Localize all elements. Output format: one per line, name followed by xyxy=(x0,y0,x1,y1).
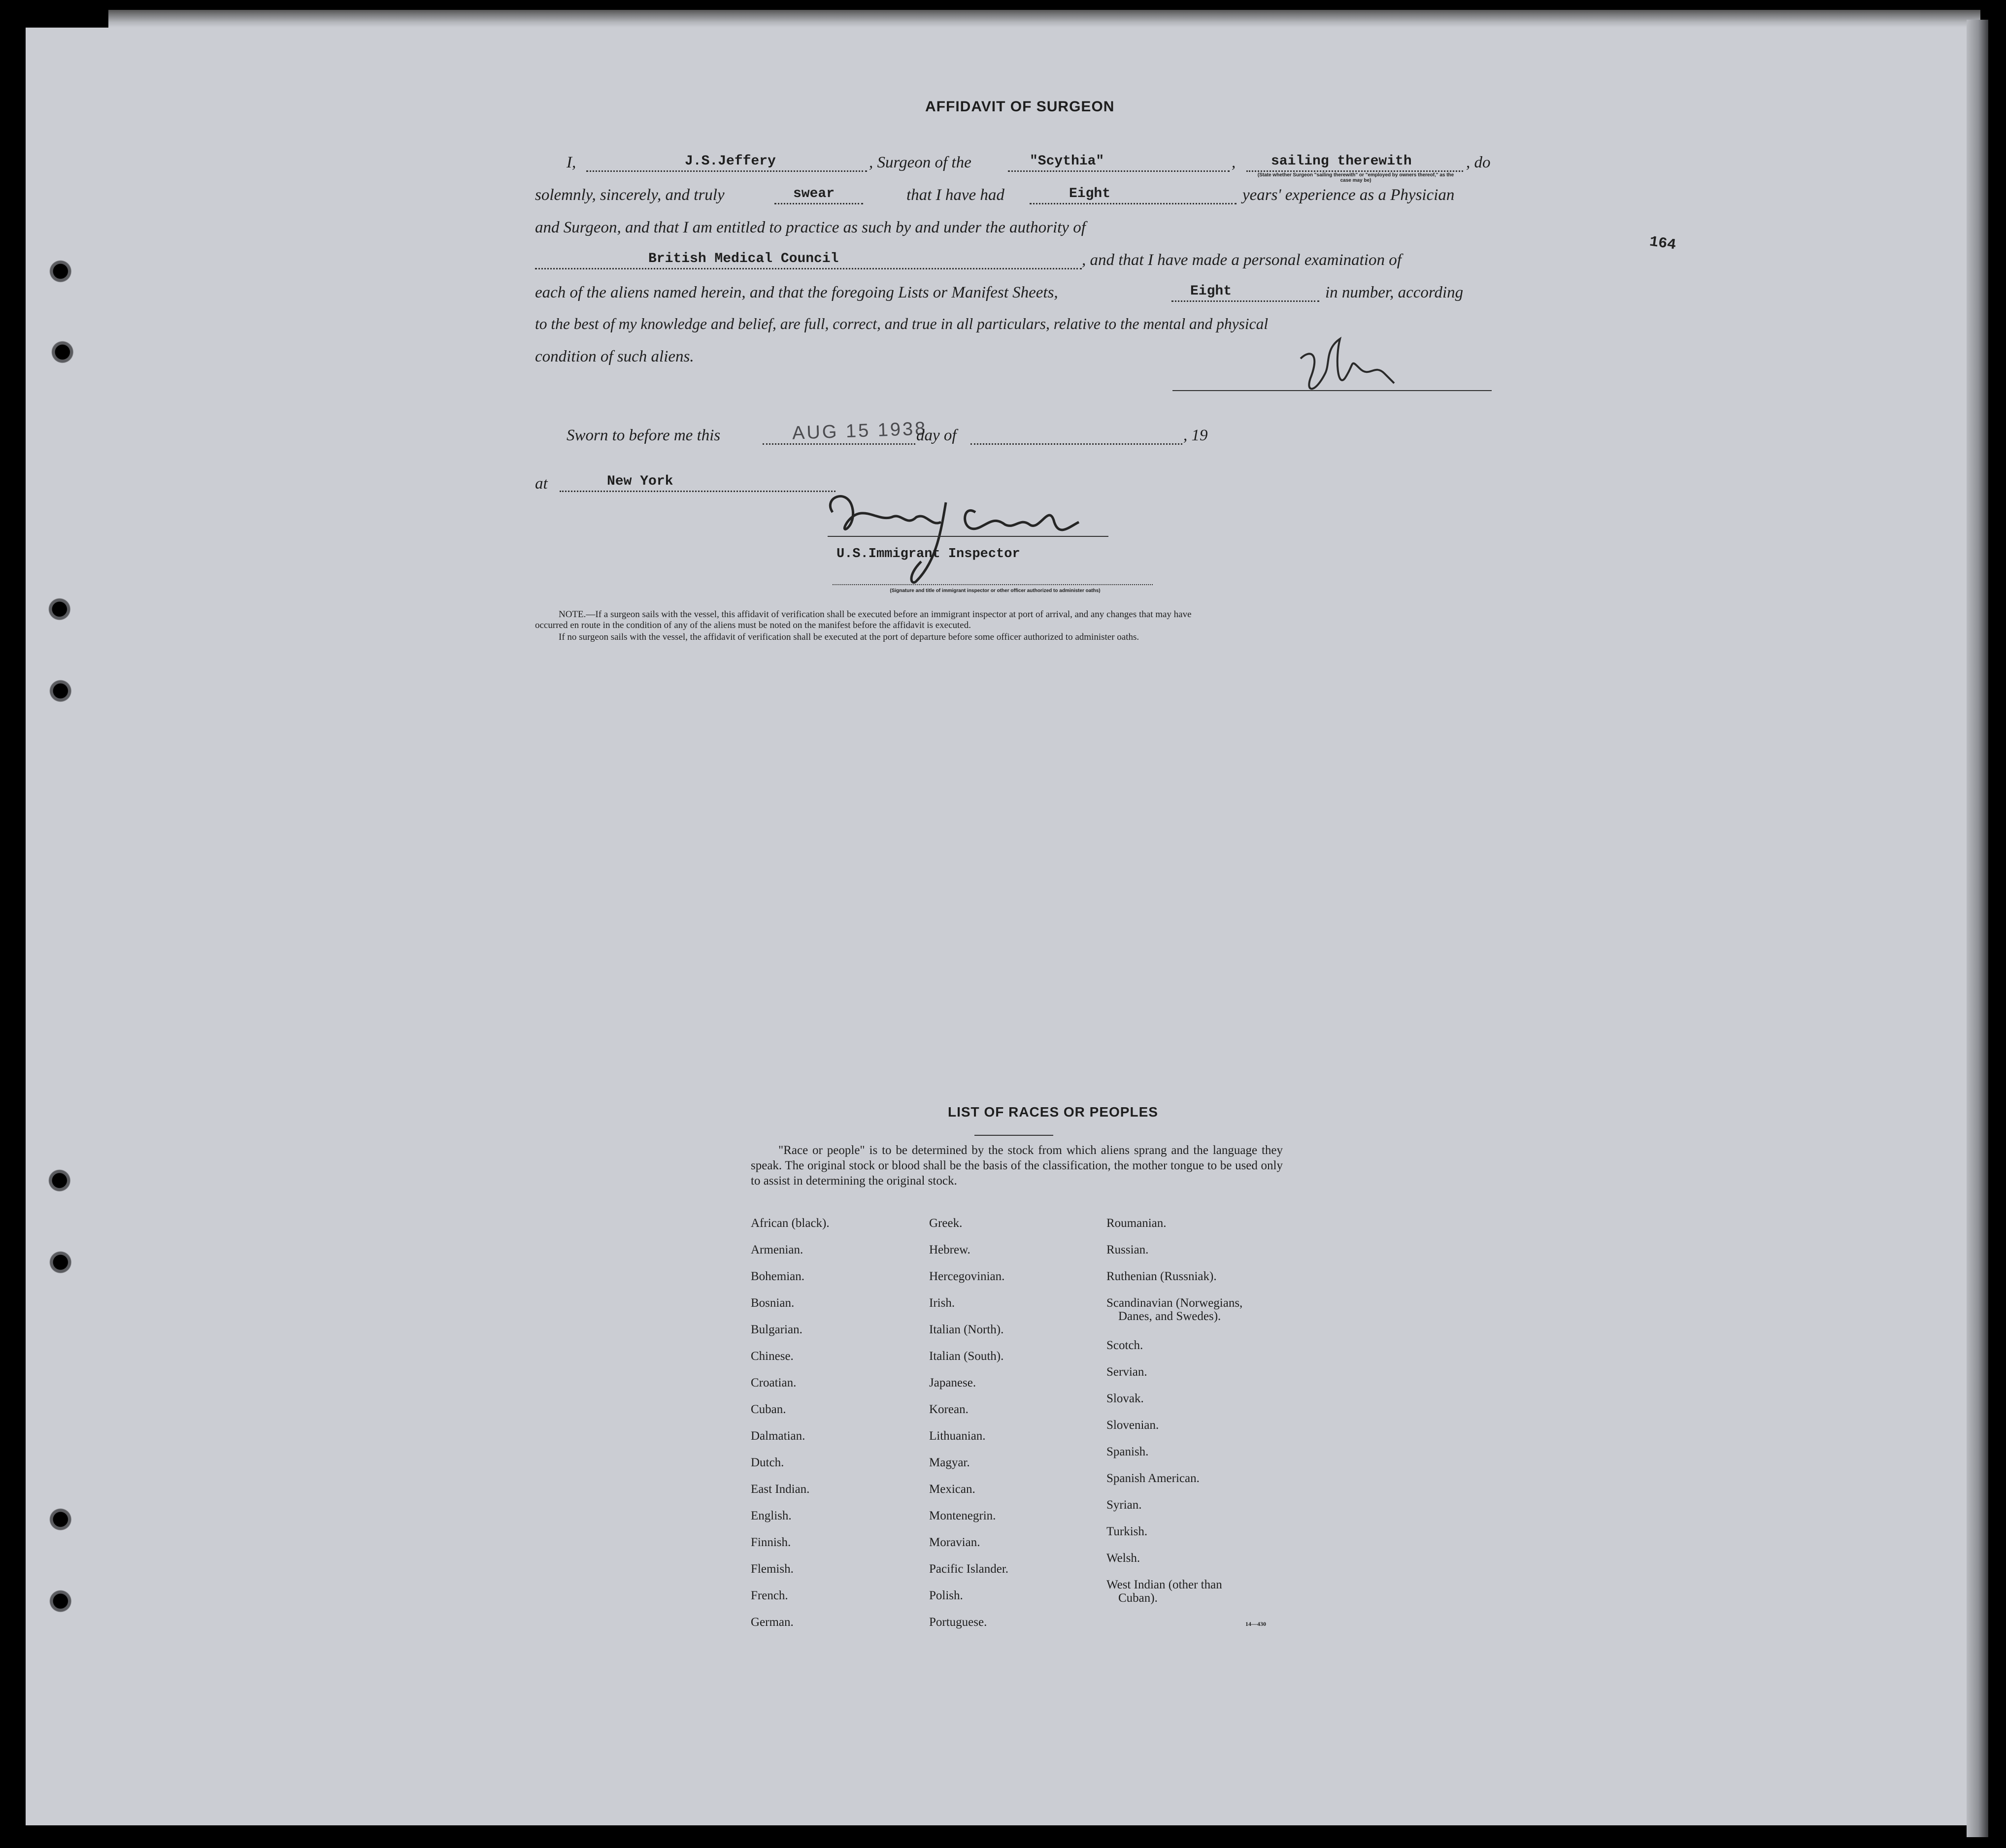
races-title: LIST OF RACES OR PEOPLES xyxy=(948,1104,1158,1120)
race-item: East Indian. xyxy=(751,1483,810,1496)
line5-text-b: in number, according xyxy=(1325,284,1464,301)
opening-text: I, xyxy=(567,154,576,171)
binder-hole xyxy=(45,256,73,284)
race-item: Finnish. xyxy=(751,1536,791,1549)
race-item: Mexican. xyxy=(929,1483,975,1496)
sworn-text-a: Sworn to before me this xyxy=(567,427,721,444)
date-stamp: AUG 15 1938 xyxy=(792,418,928,444)
inspector-signature-line xyxy=(828,536,1108,537)
race-item: Polish. xyxy=(929,1589,963,1602)
race-item-line: Scandinavian (Norwegians, xyxy=(1106,1296,1243,1310)
race-item: Spanish. xyxy=(1106,1445,1149,1458)
sailing-hint: (State whether Surgeon "sailing therewith" or "employed by owners thereof," as the case may be) xyxy=(1257,172,1454,183)
race-item: Montenegrin. xyxy=(929,1509,996,1522)
race-item: Bohemian. xyxy=(751,1270,805,1283)
race-item: Welsh. xyxy=(1106,1551,1140,1565)
authority-value: British Medical Council xyxy=(648,251,839,266)
races-column-3 xyxy=(1106,1217,1304,1605)
sworn-date-line xyxy=(763,443,915,445)
years-value: Eight xyxy=(1069,186,1111,201)
note-line-3: If no surgeon sails with the vessel, the affidavit of verification shall be executed at the port of departure before some officer authorized to administer oaths. xyxy=(559,632,1139,642)
race-item: Croatian. xyxy=(751,1376,797,1389)
race-item: Flemish. xyxy=(751,1562,794,1576)
page-number: 164 xyxy=(1648,233,1677,254)
race-item: Korean. xyxy=(929,1403,969,1416)
binder-hole xyxy=(44,1165,72,1193)
race-item: Syrian. xyxy=(1106,1498,1142,1512)
race-item xyxy=(1106,1578,1304,1605)
sworn-text-c: , 19 xyxy=(1183,427,1208,444)
page-right-edge xyxy=(1967,20,1988,1837)
race-item-line: Danes, and Swedes). xyxy=(1118,1310,1221,1323)
line7-text: condition of such aliens. xyxy=(535,348,694,365)
race-item: Chinese. xyxy=(751,1350,794,1363)
race-item: Bosnian. xyxy=(751,1296,795,1310)
note-line-1: NOTE.—If a surgeon sails with the vessel, this affidavit of verification shall be executed before an immigrant inspector at port of arrival, and any changes that may have xyxy=(559,609,1192,620)
race-item: Turkish. xyxy=(1106,1525,1148,1538)
race-item: Greek. xyxy=(929,1217,963,1230)
years-line xyxy=(1030,203,1237,204)
inspector-hint: (Signature and title of immigrant inspector or other officer authorized to administer oaths) xyxy=(890,588,1101,594)
line4-text-b: , and that I have made a personal examination of xyxy=(1082,251,1402,269)
race-item: Russian. xyxy=(1106,1243,1149,1256)
line2-text-c: years' experience as a Physician xyxy=(1242,186,1455,204)
authority-line xyxy=(535,268,1082,269)
sheets-value: Eight xyxy=(1190,284,1232,299)
sailing-line xyxy=(1246,170,1463,172)
race-item: Slovenian. xyxy=(1106,1419,1159,1432)
surgeon-signature xyxy=(1291,319,1409,403)
place-line xyxy=(560,491,836,492)
inspector-title: U.S.Immigrant Inspector xyxy=(836,547,1020,561)
inspector-title-line xyxy=(833,584,1153,585)
binder-hole xyxy=(47,337,75,364)
race-item: Moravian. xyxy=(929,1536,980,1549)
race-item: Armenian. xyxy=(751,1243,803,1256)
race-item-line: Cuban). xyxy=(1118,1591,1158,1605)
race-item: Cuban. xyxy=(751,1403,786,1416)
race-item: Scotch. xyxy=(1106,1339,1143,1352)
race-item: Japanese. xyxy=(929,1376,976,1389)
affidavit-title: AFFIDAVIT OF SURGEON xyxy=(925,99,1115,115)
races-column-2 xyxy=(929,1217,1097,1642)
binder-hole xyxy=(45,676,73,703)
race-item: Slovak. xyxy=(1106,1392,1144,1405)
place-value: New York xyxy=(607,474,673,489)
race-item: Pacific Islander. xyxy=(929,1562,1009,1576)
race-item: African (black). xyxy=(751,1217,830,1230)
vessel-name: "Scythia" xyxy=(1030,154,1104,169)
binder-hole xyxy=(44,594,72,622)
race-item: Portuguese. xyxy=(929,1616,987,1629)
race-item: Hebrew. xyxy=(929,1243,970,1256)
line3-text: and Surgeon, and that I am entitled to practice as such by and under the authority of xyxy=(535,219,1086,236)
race-item: Servian. xyxy=(1106,1365,1147,1379)
sailing-status: sailing therewith xyxy=(1271,154,1412,169)
sheets-line xyxy=(1171,300,1319,302)
race-item: Italian (North). xyxy=(929,1323,1004,1336)
surgeon-name: J.S.Jeffery xyxy=(685,154,776,169)
race-item: German. xyxy=(751,1616,794,1629)
surgeon-name-line xyxy=(586,170,867,172)
comma-text: , xyxy=(1232,154,1236,171)
race-item: Dutch. xyxy=(751,1456,784,1469)
race-item: Roumanian. xyxy=(1106,1217,1167,1230)
inspector-signature xyxy=(818,483,1123,591)
surgeon-of-text: , Surgeon of the xyxy=(869,154,971,171)
vessel-line xyxy=(1008,170,1230,172)
binder-hole xyxy=(45,1586,73,1614)
race-item: English. xyxy=(751,1509,792,1522)
race-item-line: West Indian (other than xyxy=(1106,1578,1222,1591)
binder-hole xyxy=(45,1504,73,1532)
line5-text-a: each of the aliens named herein, and that the foregoing Lists or Manifest Sheets, xyxy=(535,284,1058,301)
line2-text-b: that I have had xyxy=(906,186,1004,204)
race-item: Dalmatian. xyxy=(751,1429,805,1443)
race-item: Irish. xyxy=(929,1296,955,1310)
sworn-text-b: day of xyxy=(916,427,957,444)
race-item: Magyar. xyxy=(929,1456,970,1469)
line2-text-a: solemnly, sincerely, and truly xyxy=(535,186,725,204)
form-number: 14—430 xyxy=(1245,1620,1266,1627)
month-line xyxy=(970,443,1182,445)
page-top-edge xyxy=(108,10,1980,28)
race-item xyxy=(1106,1296,1304,1339)
race-item: Ruthenian (Russniak). xyxy=(1106,1270,1217,1283)
oath-word: swear xyxy=(793,186,835,201)
race-item: Spanish American. xyxy=(1106,1472,1200,1485)
line6-text: to the best of my knowledge and belief, are full, correct, and true in all particulars, relative to the mental and physical xyxy=(535,315,1269,332)
race-item: Italian (South). xyxy=(929,1350,1004,1363)
race-item: French. xyxy=(751,1589,788,1602)
oath-line xyxy=(774,203,863,204)
races-intro: "Race or people" is to be determined by the stock from which aliens sprang and the language they speak. The original stock or blood shall be the basis of the classification, the mother tongue to be used only to assist in determining the original stock. xyxy=(751,1144,1283,1188)
race-item: Bulgarian. xyxy=(751,1323,802,1336)
races-title-rule xyxy=(974,1135,1053,1136)
note-line-2: occurred en route in the condition of any of the aliens must be noted on the manifest before the affidavit is executed. xyxy=(535,620,971,630)
races-column-1 xyxy=(751,1217,918,1642)
binder-hole xyxy=(45,1247,73,1275)
do-text: , do xyxy=(1466,154,1491,171)
at-text: at xyxy=(535,475,548,493)
race-item: Lithuanian. xyxy=(929,1429,986,1443)
race-item: Hercegovinian. xyxy=(929,1270,1005,1283)
